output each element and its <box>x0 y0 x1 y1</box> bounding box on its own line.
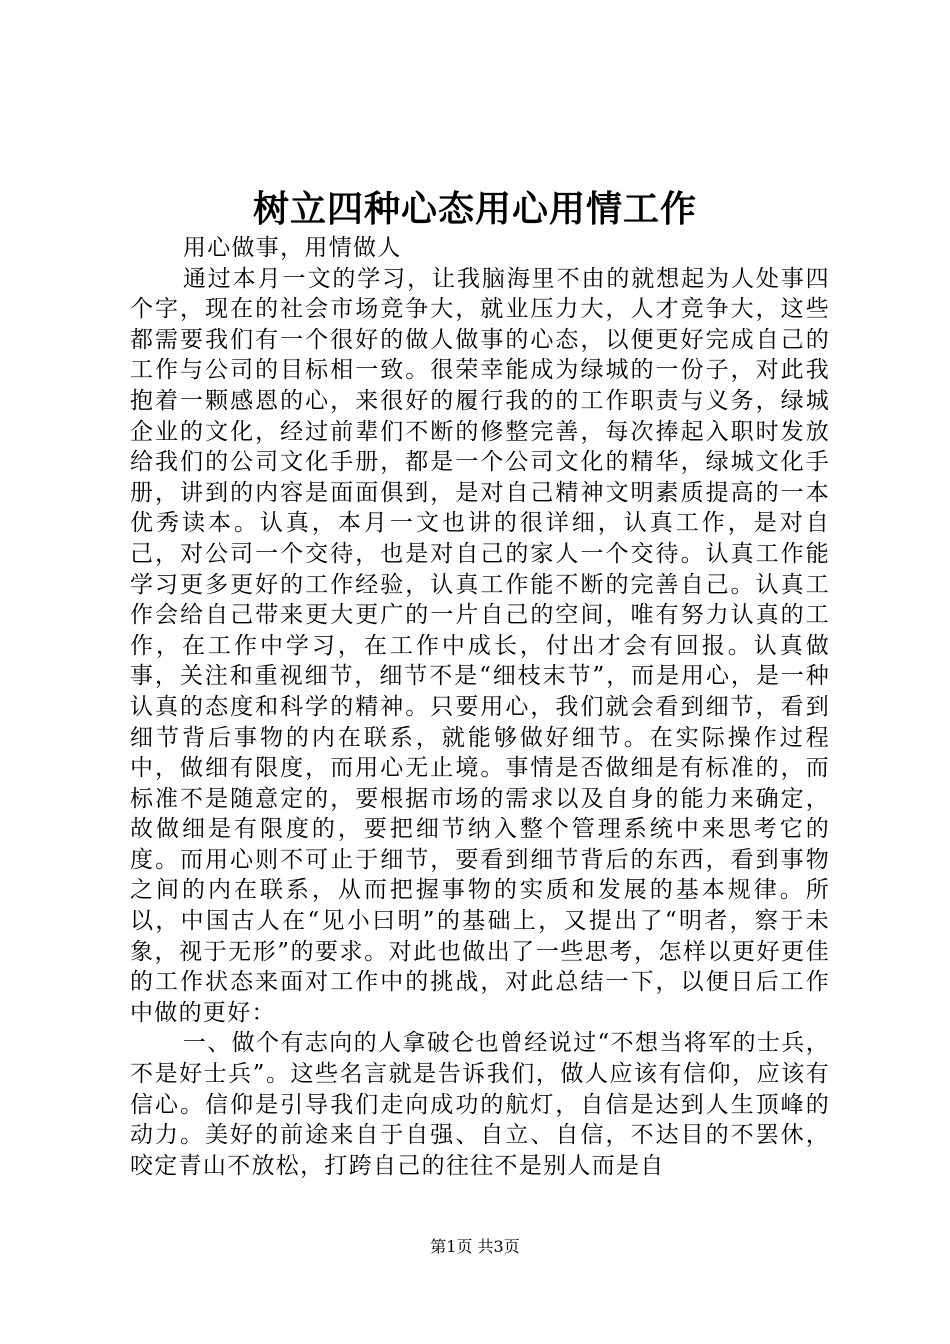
body-paragraph: 一、做个有志向的人拿破仑也曾经说过“不想当将军的士兵，不是好士兵”。这些名言就是告诉我们，做人应该有信仰，应该有信心。信仰是引导我们走向成功的航灯，自信是达到人生顶峰的动力。美好的前途来自于自强、自立、自信，不达目的不罢休，咬定青山不放松，打跨自己的往往不是别人而是自 <box>130 1030 830 1179</box>
document-body <box>130 233 830 1181</box>
page-number-footer: 第1页 共3页 <box>430 1237 520 1256</box>
subtitle-paragraph: 用心做事，用情做人 <box>182 235 402 261</box>
document-title: 树立四种心态用心用情工作 <box>252 188 697 230</box>
body-paragraph: 通过本月一文的学习，让我脑海里不由的就想起为人处事四个字，现在的社会市场竞争大，就业压力大，人才竞争大，这些都需要我们有一个很好的做人做事的心态，以便更好完成自己的工作与公司的目标相一致。很荣幸能成为绿城的一份子，对此我抱着一颗感恩的心，来很好的履行我的的工作职责与义务，绿城企业的文化，经过前辈们不断的修整完善，每次捧起入职时发放给我们的公司文化手册，都是一个公司文化的精华，绿城文化手册，讲到的内容是面面俱到，是对自己精神文明素质提高的一本优秀读本。认真，本月一文也讲的很详细，认真工作，是对自己，对公司一个交待，也是对自己的家人一个交待。认真工作能学习更多更好的工作经验，认真工作能不断的完善自己。认真工作会给自己带来更大更广的一片自己的空间，唯有努力认真的工作，在工作中学习，在工作中成长，付出才会有回报。认真做事，关注和重视细节，细节不是“细枝末节”，而是用心，是一种认真的态度和科学的精神。只要用心，我们就会看到细节，看到细节背后事物的内在联系，就能够做好细节。在实际操作过程中，做细有限度，而用心无止境。事情是否做细是有标准的，而标准不是随意定的，要根据市场的需求以及自身的能力来确定，故做细是有限度的，要把细节纳入整个管理系统中来思考它的度。而用心则不可止于细节，要看到细节背后的东西，看到事物之间的内在联系，从而把握事物的实质和发展的基本规律。所以，中国古人在“见小曰明”的基础上，又提出了“明者，察于未象，视于无形”的要求。对此也做出了一些思考，怎样以更好更佳的工作状态来面对工作中的挑战，对此总结一下，以便日后工作中做的更好： <box>130 265 830 1026</box>
